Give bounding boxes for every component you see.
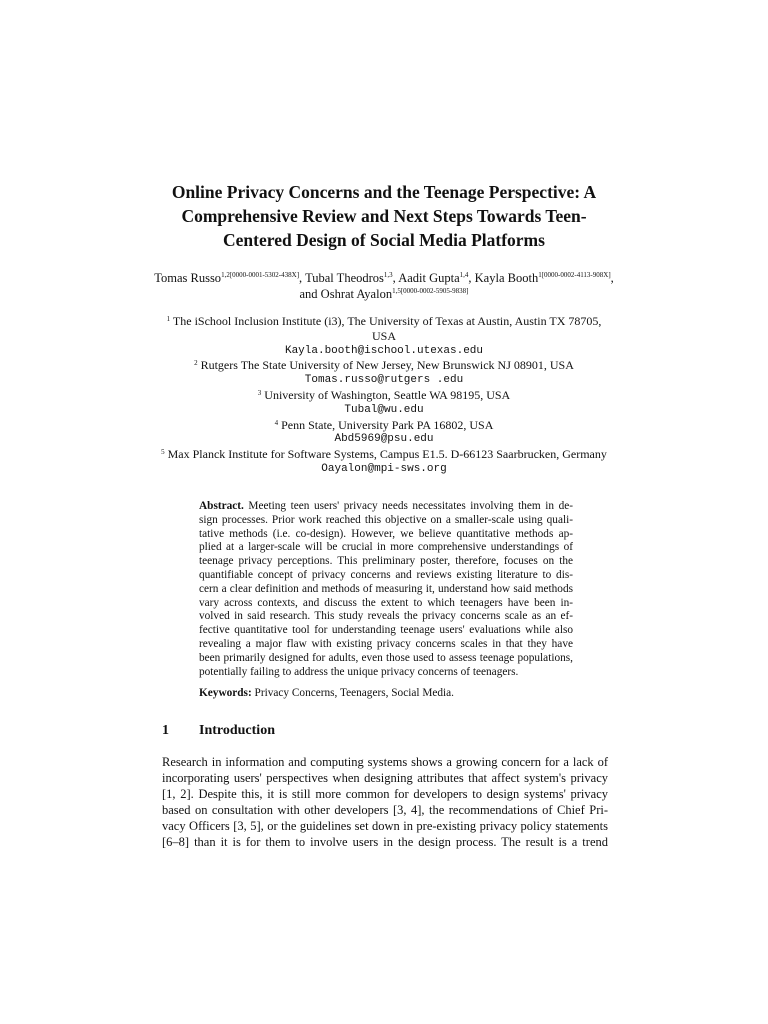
affiliation-marker: 5 <box>161 448 165 457</box>
affiliation-email: Tubal@wu.edu <box>344 403 424 416</box>
affiliation-text: University of Washington, Seattle WA 98195, USA <box>264 387 511 402</box>
author-affiliation-marker: 1[0000-0002-4113-908X] <box>538 271 611 279</box>
body-line: [1, 2]. Despite this, it is still more common for developers to design systems' privacy <box>162 787 608 801</box>
affiliation-marker: 3 <box>257 388 262 397</box>
author-separator: , <box>468 271 475 285</box>
abstract-line: teenage privacy perceptions. This preliminary poster, therefore, focuses on the <box>199 555 573 568</box>
author-name: Aadit Gupta <box>398 271 460 285</box>
section-number: 1 <box>162 723 169 738</box>
abstract <box>199 500 573 679</box>
body-line: based on consultation with other developers [3, 4], the recommendations of Chief Pri- <box>162 803 608 817</box>
author-affiliation-marker: 1,3 <box>383 271 393 279</box>
abstract-line <box>199 500 573 514</box>
abstract-label: Abstract. <box>199 500 244 512</box>
abstract-line: cern a clear definition and methods of measuring it, understand how said methods <box>199 582 573 595</box>
paper-title <box>150 180 618 252</box>
affiliation <box>150 358 618 373</box>
keywords <box>199 686 573 700</box>
author-name: Kayla Booth <box>474 271 539 285</box>
abstract-line: tative methods (i.e. co-design). However, we believe quantitative methods ap- <box>199 527 573 540</box>
affiliation-marker: 4 <box>274 418 279 427</box>
author-affiliation-marker: 1,5[0000-0002-5905-9838] <box>392 287 469 295</box>
author-name: Tubal Theodros <box>305 271 384 285</box>
affiliation-marker: 2 <box>194 359 198 368</box>
affiliation-text: Penn State, University Park PA 16802, USA <box>281 417 494 432</box>
author-name: Oshrat Ayalon <box>320 287 393 301</box>
abstract-line: sign processes. Prior work reached this objective on a smaller-scale using quali- <box>199 513 573 526</box>
author-affiliation-marker: 1,4 <box>459 271 469 279</box>
body-line: [6–8] than it is for them to involve users in the design process. The result is a trend <box>162 835 608 849</box>
abstract-line: been primarily designed for adults, even those used to assess teenage populations, <box>199 651 573 664</box>
introduction-text <box>162 754 608 850</box>
body-line: vacy Officers [3, 5], or the guidelines set down in pre-existing privacy policy statements <box>162 819 608 833</box>
keywords-label: Keywords: <box>199 687 252 699</box>
affiliation <box>150 447 618 462</box>
keywords-text: Privacy Concerns, Teenagers, Social Media. <box>254 687 455 699</box>
abstract-line: vary across contexts, and discuss the extent to which teenagers have been in- <box>199 596 573 609</box>
affiliation <box>150 388 618 403</box>
affiliation-text: Rutgers The State University of New Jersey, New Brunswick NJ 08901, USA <box>200 358 574 373</box>
author-separator: , <box>299 271 306 285</box>
abstract-line: fective quantitative tool for understanding teenage users' evaluations while also <box>199 624 573 637</box>
affiliation-email: Tomas.russo@rutgers .edu <box>304 374 464 387</box>
author-name: Tomas Russo <box>154 271 222 285</box>
title-line: Centered Design of Social Media Platforms <box>223 230 545 250</box>
abstract-line: volved in said research. This study reveals the privacy concerns scale as an ef- <box>199 610 573 623</box>
affiliation <box>150 418 618 433</box>
title-line: Online Privacy Concerns and the Teenage Perspective: A <box>171 182 597 202</box>
affiliation-email: Abd5969@psu.edu <box>334 433 434 446</box>
affiliation <box>150 314 618 329</box>
section-title: Introduction <box>199 723 275 738</box>
abstract-line: revealing a major flaw with existing privacy concerns scales in that they have <box>199 637 573 650</box>
author-list <box>150 270 618 302</box>
section-heading <box>162 723 275 739</box>
abstract-line: potentially failing to address the unique privacy concerns of teenagers. <box>199 665 519 678</box>
affiliation-continuation: USA <box>371 328 396 343</box>
author-separator: , <box>392 271 399 285</box>
affiliation-text: The iSchool Inclusion Institute (i3), The University of Texas at Austin, Austin TX 78705, <box>172 314 602 328</box>
affiliation-marker: 1 <box>166 315 171 323</box>
affiliations <box>150 314 618 477</box>
affiliation-email: Oayalon@mpi-sws.org <box>321 462 447 475</box>
affiliation-text: Max Planck Institute for Software Systems, Campus E1.5. D-66123 Saarbrucken, Germany <box>167 447 607 462</box>
body-line: Research in information and computing systems shows a growing concern for a lack of <box>162 755 608 769</box>
abstract-line: quantifiable concept of privacy concerns and reviews existing literature to dis- <box>199 568 573 581</box>
author-separator: , and <box>299 271 614 301</box>
abstract-text: Meeting teen users' privacy needs necessitates involving them in de- <box>248 500 573 512</box>
abstract-line: plied at a larger-scale will be crucial in more comprehensive understandings of <box>199 541 573 554</box>
body-line: incorporating users' perspectives when designing attributes that affect system's privacy <box>162 771 608 785</box>
title-line: Comprehensive Review and Next Steps Towards Teen- <box>181 206 587 226</box>
affiliation-email: Kayla.booth@ischool.utexas.edu <box>284 344 484 357</box>
author-affiliation-marker: 1,2[0000-0001-5302-438X] <box>221 271 300 279</box>
